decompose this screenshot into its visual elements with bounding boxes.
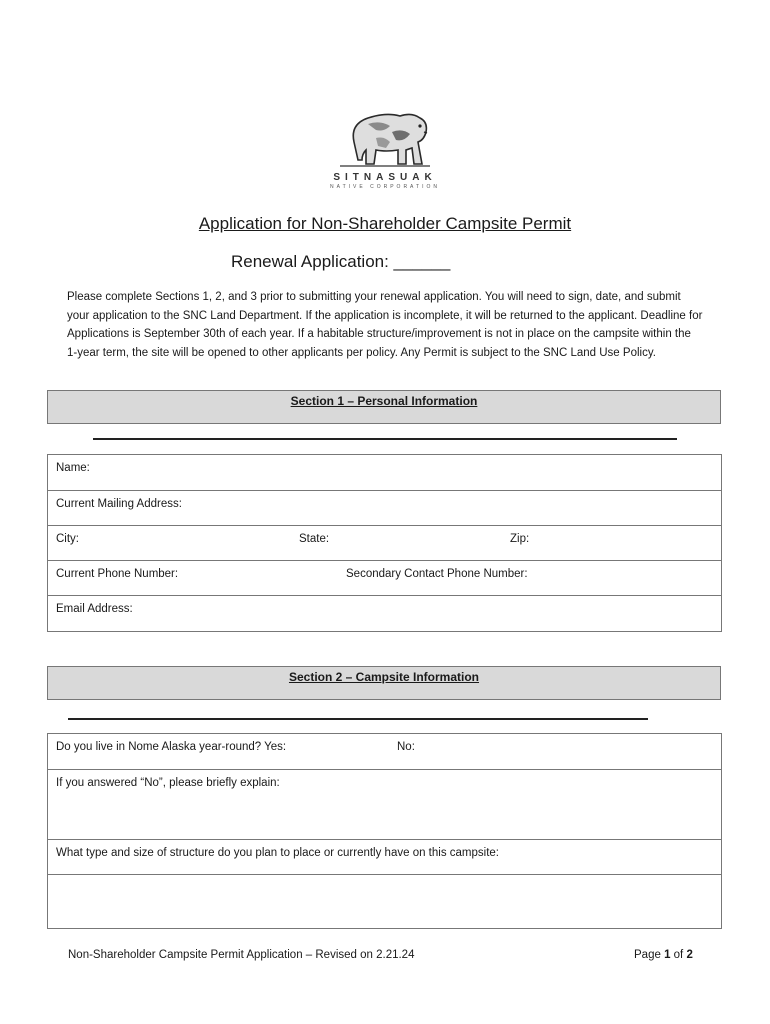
explain-label: If you answered “No”, please briefly explain: [56, 777, 280, 789]
structure-question-row [48, 840, 721, 875]
nome-yes-label[interactable]: Do you live in Nome Alaska year-round? Yes: [56, 741, 287, 753]
page-total: 2 [686, 949, 693, 961]
section-1-divider [93, 438, 677, 440]
phone-label[interactable]: Current Phone Number: [56, 568, 179, 580]
footer-revision: Non-Shareholder Campsite Permit Application – Revised on 2.21.24 [68, 949, 415, 961]
zip-label[interactable]: Zip: [510, 533, 530, 545]
logo-subtitle: NATIVE CORPORATION [330, 184, 440, 190]
name-label: Name: [56, 462, 90, 474]
email-row[interactable] [48, 596, 721, 631]
city-label[interactable]: City: [56, 533, 79, 545]
email-label: Email Address: [56, 603, 133, 615]
section-2-divider [68, 718, 648, 720]
logo-name: SITNASUAK [333, 172, 437, 183]
structure-label: What type and size of structure do you plan to place or currently have on this campsite: [56, 847, 499, 859]
section-2-heading: Section 2 – Campsite Information [47, 666, 721, 700]
nome-resident-row [48, 734, 721, 770]
structure-answer-row[interactable] [48, 875, 721, 928]
page-current: 1 [664, 949, 671, 961]
name-row[interactable] [48, 455, 721, 491]
secondary-phone-label[interactable]: Secondary Contact Phone Number: [346, 568, 528, 580]
state-label[interactable]: State: [299, 533, 330, 545]
page-prefix: Page [634, 949, 665, 961]
page-title: Application for Non-Shareholder Campsite Permit [198, 214, 572, 233]
city-state-zip-row [48, 526, 721, 561]
campsite-info-table [47, 733, 722, 929]
explain-row[interactable] [48, 770, 721, 840]
intro-paragraph: Please complete Sections 1, 2, and 3 prior to submitting your renewal application. You will need to sign, date, and submit your application to the SNC Land Department. If the application is incomplete, it will be returned to the applicant. Deadline for Applications is September 30th of each year. If a habitable structure/improvement is not in place on the campsite within the 1-year term, the site will be opened to other applicants per policy. Any Permit is subject to the SNC Land Use Policy. [67, 291, 703, 359]
section-1-heading: Section 1 – Personal Information [47, 390, 721, 424]
renewal-application-label: Renewal Application: ______ [231, 252, 451, 271]
nome-no-label[interactable]: No: [397, 741, 415, 753]
mailing-address-row[interactable] [48, 491, 721, 526]
phone-row [48, 561, 721, 596]
mailing-address-label: Current Mailing Address: [56, 498, 182, 510]
personal-info-table [47, 454, 722, 632]
page-of: of [670, 949, 687, 961]
page-number [634, 949, 693, 961]
